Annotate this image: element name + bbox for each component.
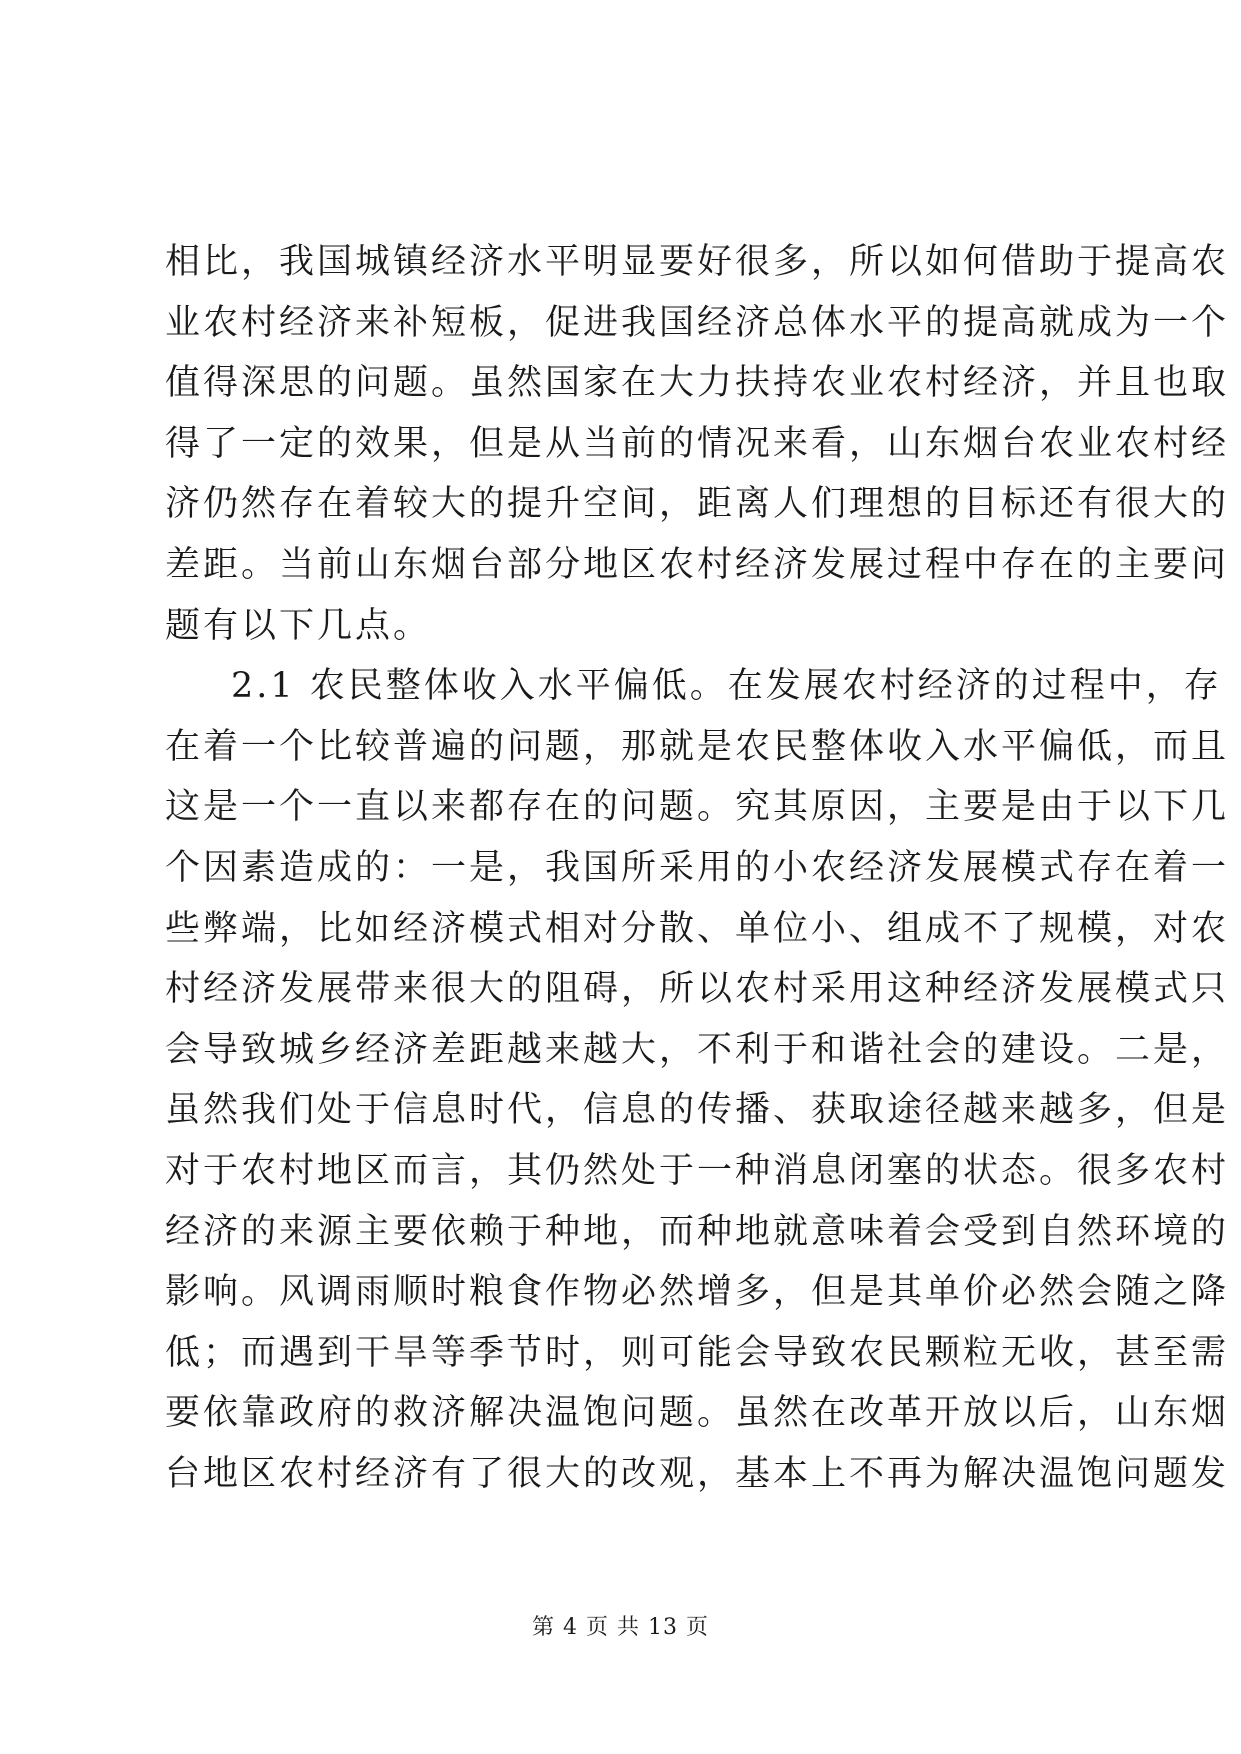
text-line: 值得深思的问题。虽然国家在大力扶持农业农村经济，并且也取 — [165, 363, 1230, 404]
text-line: 题有以下几点。 — [165, 605, 432, 646]
text-line: 济仍然存在着较大的提升空间，距离人们理想的目标还有很大的 — [165, 484, 1230, 525]
section-heading-line: 2.1 农民整体收入水平偏低。在发展农村经济的过程中，存 — [231, 666, 1222, 707]
text-line: 影响。风调雨顺时粮食作物必然增多，但是其单价必然会随之降 — [165, 1272, 1230, 1313]
page-footer: 第 4 页 共 13 页 — [532, 1615, 709, 1640]
text-line: 差距。当前山东烟台部分地区农村经济发展过程中存在的主要问 — [165, 544, 1230, 585]
text-line: 低；而遇到干旱等季节时，则可能会导致农民颗粒无收，甚至需 — [165, 1332, 1230, 1373]
text-line: 业农村经济来补短板，促进我国经济总体水平的提高就成为一个 — [165, 302, 1230, 343]
text-line: 相比，我国城镇经济水平明显要好很多，所以如何借助于提高农 — [165, 242, 1230, 282]
text-line: 经济的来源主要依赖于种地，而种地就意味着会受到自然环境的 — [165, 1211, 1230, 1252]
text-line: 村经济发展带来很大的阻碍，所以农村采用这种经济发展模式只 — [165, 969, 1230, 1010]
text-line: 些弊端，比如经济模式相对分散、单位小、组成不了规模，对农 — [165, 908, 1230, 949]
body-text — [165, 232, 1230, 1504]
text-line: 会导致城乡经济差距越来越大，不利于和谐社会的建设。二是， — [165, 1029, 1230, 1070]
text-line: 要依靠政府的救济解决温饱问题。虽然在改革开放以后，山东烟 — [165, 1393, 1230, 1434]
text-line: 台地区农村经济有了很大的改观，基本上不再为解决温饱问题发 — [165, 1453, 1230, 1494]
text-line: 虽然我们处于信息时代，信息的传播、获取途径越来越多，但是 — [165, 1090, 1230, 1131]
text-line: 得了一定的效果，但是从当前的情况来看，山东烟台农业农村经 — [165, 423, 1230, 464]
text-line: 在着一个比较普遍的问题，那就是农民整体收入水平偏低，而且 — [165, 726, 1230, 767]
text-line: 个因素造成的：一是，我国所采用的小农经济发展模式存在着一 — [165, 847, 1230, 888]
text-line: 对于农村地区而言，其仍然处于一种消息闭塞的状态。很多农村 — [165, 1150, 1230, 1191]
text-line: 这是一个一直以来都存在的问题。究其原因，主要是由于以下几 — [165, 787, 1230, 828]
